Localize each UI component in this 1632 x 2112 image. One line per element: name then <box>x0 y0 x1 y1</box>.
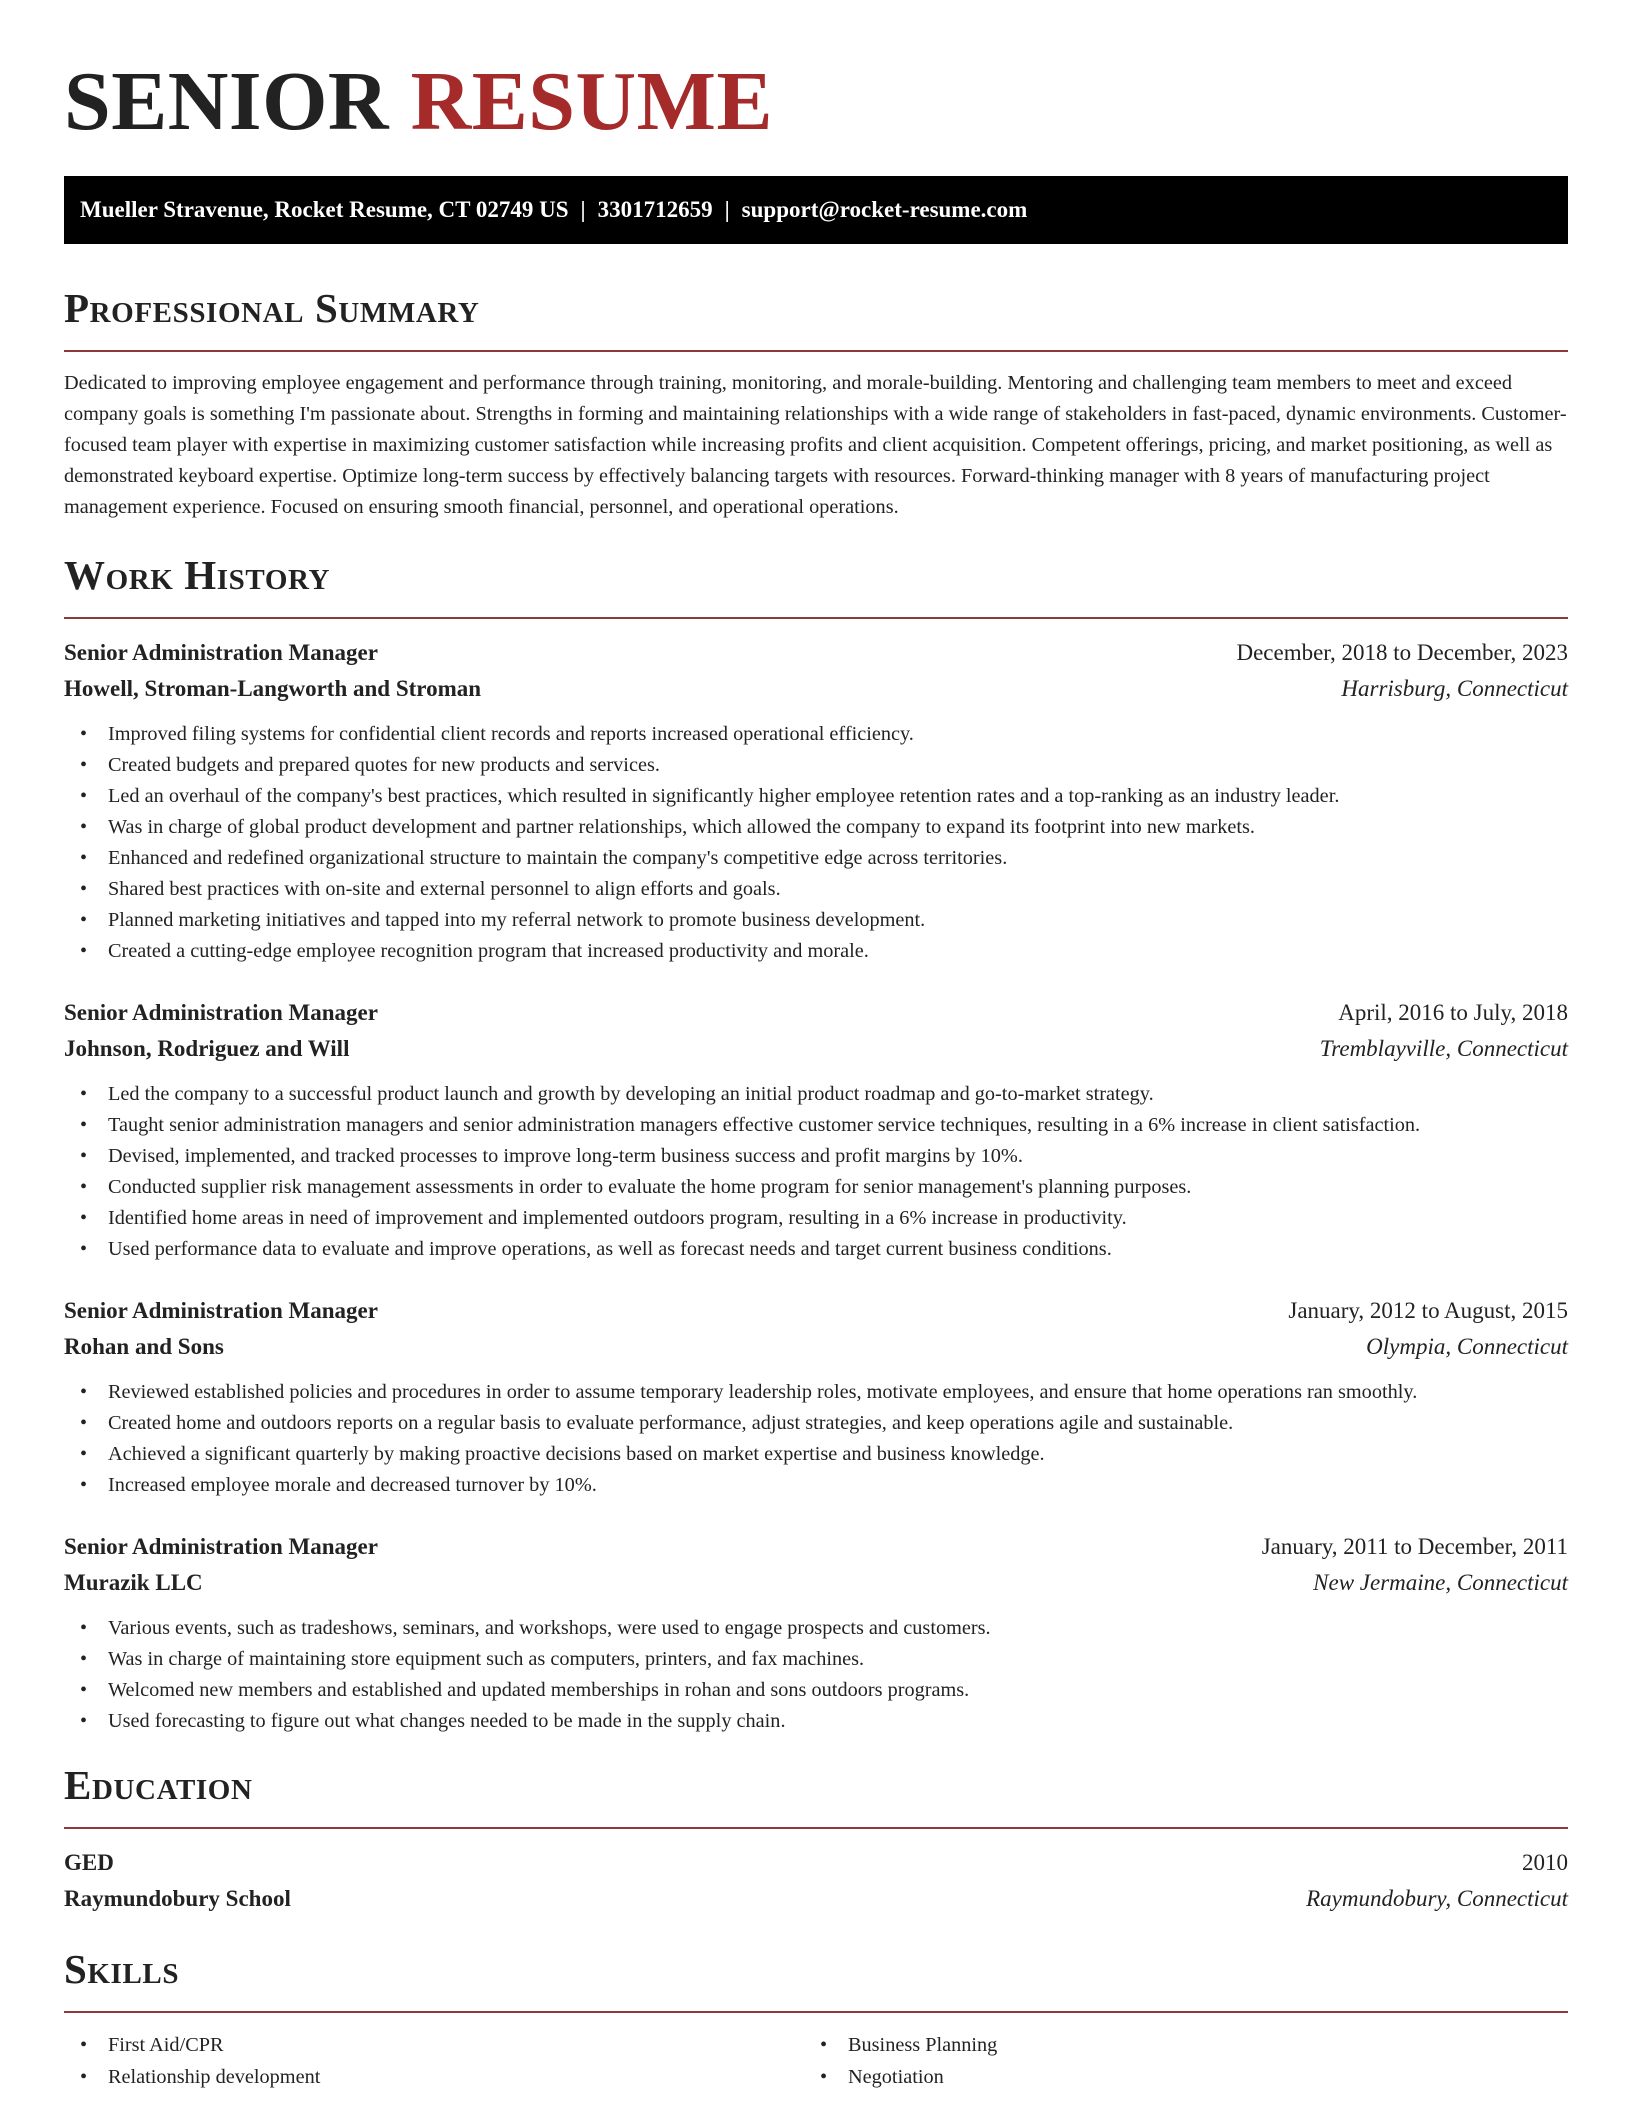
job-title: Senior Administration Manager <box>64 1000 378 1025</box>
skills-column-left <box>64 2029 804 2093</box>
list-item: • Identified home areas in need of improvement and implemented outdoors program, resulting in a 6% increase in productivity. <box>64 1203 1568 1234</box>
education-section <box>64 1761 1568 1917</box>
job-dates: December, 2018 to December, 2023 <box>1236 640 1568 665</box>
list-item: • Was in charge of maintaining store equipment such as computers, printers, and fax machines. <box>64 1644 1568 1675</box>
title-word-senior: SENIOR <box>64 55 390 148</box>
list-item: • Led an overhaul of the company's best practices, which resulted in significantly higher employee retention rates and a top-ranking as an industry leader. <box>64 781 1568 812</box>
job-bullets <box>64 1079 1568 1265</box>
list-item: • Increased employee morale and decreased turnover by 10%. <box>64 1470 1568 1501</box>
job-company: Murazik LLC <box>64 1570 203 1595</box>
list-item: • Various events, such as tradeshows, seminars, and workshops, were used to engage prospects and customers. <box>64 1613 1568 1644</box>
job-bullets <box>64 1377 1568 1501</box>
list-item: • Improved filing systems for confidential client records and reports increased operational efficiency. <box>64 719 1568 750</box>
contact-bar <box>64 176 1568 244</box>
list-item: • Created a cutting-edge employee recognition program that increased productivity and morale. <box>64 936 1568 967</box>
contact-address: Mueller Stravenue, Rocket Resume, CT 02749 US <box>80 197 569 222</box>
contact-separator: | <box>580 197 586 222</box>
list-item: • Used performance data to evaluate and improve operations, as well as forecast needs and target current business conditions. <box>64 1234 1568 1265</box>
summary-heading: Professional Summary <box>64 284 1568 352</box>
job-dates: January, 2011 to December, 2011 <box>1261 1534 1568 1559</box>
title-word-resume: RESUME <box>410 55 773 148</box>
list-item: • Enhanced and redefined organizational structure to maintain the company's competitive edge across territories. <box>64 843 1568 874</box>
contact-phone: 3301712659 <box>597 197 713 222</box>
list-item: • Conducted supplier risk management assessments in order to evaluate the home program for senior management's planning purposes. <box>64 1172 1568 1203</box>
list-item: • Reviewed established policies and procedures in order to assume temporary leadership roles, motivate employees, and ensure that home operations ran smoothly. <box>64 1377 1568 1408</box>
skill-item: • Relationship development <box>64 2061 804 2093</box>
skill-item: • First Aid/CPR <box>64 2029 804 2061</box>
list-item: • Led the company to a successful product launch and growth by developing an initial product roadmap and go-to-market strategy. <box>64 1079 1568 1110</box>
work-history-heading: Work History <box>64 551 1568 619</box>
job-company: Johnson, Rodriguez and Will <box>64 1036 350 1061</box>
job-company: Howell, Stroman-Langworth and Stroman <box>64 676 482 701</box>
resume-title <box>64 55 1568 148</box>
skills-column-right <box>804 2029 1544 2093</box>
job-entry <box>64 995 1568 1265</box>
skills-section <box>64 1945 1568 2093</box>
summary-text: Dedicated to improving employee engagement and performance through training, monitoring, and morale-building. Mentoring and challenging team members to meet and exceed company goals is something I'm passionate about. Strengths in forming and maintaining relationships with a wide range of stakeholders in fast-paced, dynamic environments. Customer-focused team player with expertise in maximizing customer satisfaction while increasing profits and client acquisition. Competent offerings, pricing, and market positioning, as well as demonstrated keyboard expertise. Optimize long-term success by effectively balancing targets with resources. Forward-thinking manager with 8 years of manufacturing project management experience. Focused on ensuring smooth financial, personnel, and operational operations. <box>64 372 1567 518</box>
skill-item: • Negotiation <box>804 2061 1544 2093</box>
job-dates: April, 2016 to July, 2018 <box>1338 1000 1568 1025</box>
job-title: Senior Administration Manager <box>64 640 378 665</box>
contact-separator: | <box>724 197 730 222</box>
education-location: Raymundobury, Connecticut <box>1306 1886 1568 1911</box>
resume-page <box>64 0 1568 2093</box>
job-location: Harrisburg, Connecticut <box>1341 676 1568 701</box>
list-item: • Was in charge of global product development and partner relationships, which allowed the company to expand its footprint into new markets. <box>64 812 1568 843</box>
job-title: Senior Administration Manager <box>64 1298 378 1323</box>
job-entry <box>64 635 1568 967</box>
job-dates: January, 2012 to August, 2015 <box>1288 1298 1568 1323</box>
contact-email: support@rocket-resume.com <box>741 197 1028 222</box>
skills-heading: Skills <box>64 1945 1568 2013</box>
list-item: • Created home and outdoors reports on a regular basis to evaluate performance, adjust strategies, and keep operations agile and sustainable. <box>64 1408 1568 1439</box>
job-title: Senior Administration Manager <box>64 1534 378 1559</box>
skills-columns <box>64 2029 1568 2093</box>
job-location: Olympia, Connecticut <box>1366 1334 1568 1359</box>
list-item: • Used forecasting to figure out what changes needed to be made in the supply chain. <box>64 1706 1568 1737</box>
skill-item: • Business Planning <box>804 2029 1544 2061</box>
list-item: • Achieved a significant quarterly by making proactive decisions based on market expertise and business knowledge. <box>64 1439 1568 1470</box>
job-location: New Jermaine, Connecticut <box>1313 1570 1568 1595</box>
job-bullets <box>64 719 1568 967</box>
list-item: • Planned marketing initiatives and tapped into my referral network to promote business development. <box>64 905 1568 936</box>
job-company: Rohan and Sons <box>64 1334 224 1359</box>
education-year: 2010 <box>1522 1850 1568 1875</box>
list-item: • Devised, implemented, and tracked processes to improve long-term business success and profit margins by 10%. <box>64 1141 1568 1172</box>
job-location: Tremblayville, Connecticut <box>1319 1036 1568 1061</box>
list-item: • Shared best practices with on-site and external personnel to align efforts and goals. <box>64 874 1568 905</box>
education-school: Raymundobury School <box>64 1886 291 1911</box>
education-heading: Education <box>64 1761 1568 1829</box>
list-item: • Created budgets and prepared quotes for new products and services. <box>64 750 1568 781</box>
summary-section <box>64 284 1568 523</box>
list-item: • Taught senior administration managers and senior administration managers effective customer service techniques, resulting in a 6% increase in client satisfaction. <box>64 1110 1568 1141</box>
list-item: • Welcomed new members and established and updated memberships in rohan and sons outdoors programs. <box>64 1675 1568 1706</box>
education-degree: GED <box>64 1850 114 1875</box>
work-history-section <box>64 551 1568 1737</box>
job-bullets <box>64 1613 1568 1737</box>
job-entry <box>64 1293 1568 1501</box>
job-entry <box>64 1529 1568 1737</box>
